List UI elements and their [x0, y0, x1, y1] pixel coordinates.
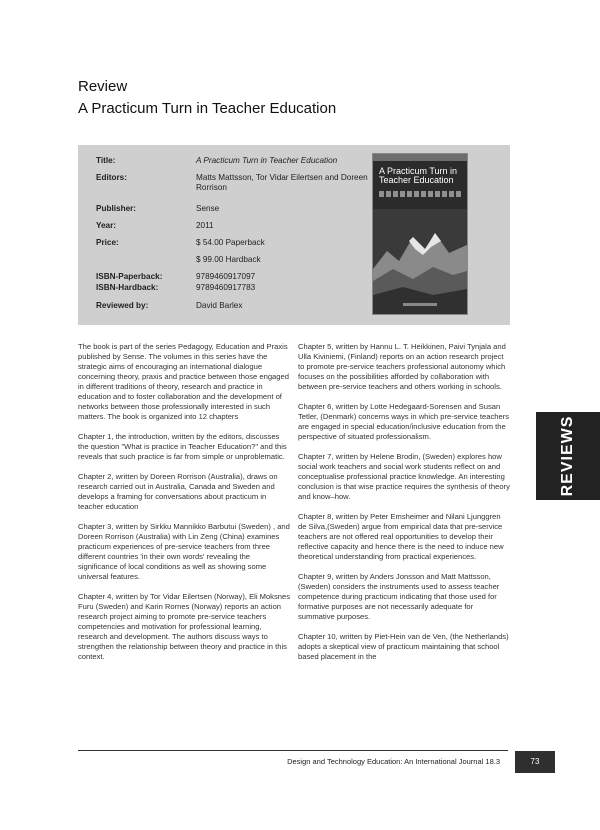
publisher-value: Sense — [196, 204, 220, 213]
paragraph: Chapter 10, written by Piet-Hein van de Ven, (the Netherlands) adopts a skeptical view of practicum maintaining that school based placement in the — [298, 632, 509, 661]
year-label: Year: — [96, 221, 117, 230]
price-label: Price: — [96, 238, 119, 247]
editors-value: Matts Mattsson, Tor Vidar Eilertsen and Doreen Rorrison — [196, 173, 368, 192]
page-title: A Practicum Turn in Teacher Education — [78, 100, 337, 117]
cover-subtitle-lines — [379, 191, 463, 197]
isbn-hardback-value: 9789460917783 — [196, 283, 256, 292]
year-value: 2011 — [196, 221, 214, 230]
isbn-paperback-label: ISBN-Paperback: — [96, 272, 163, 281]
title-label: Title: — [96, 156, 116, 165]
paragraph: Chapter 4, written by Tor Vidar Eilertsen (Norway), Eli Moksnes Furu (Sweden) and Karin Rornes (Norway) reports an action research project aiming to promote pre-service teachers competencies and motivation for professional learning, research and development. The authors discuss ways to strengthen the relationship between theory and practice in this context. — [78, 592, 291, 661]
paragraph: Chapter 7, written by Helene Brodin, (Sweden) explores how social work teachers and social work students reflect on and conceptualise professional practice knowledge. An interesting conclusion is that wise practice requires the synthesis of theory and know–how. — [298, 452, 510, 501]
mountain-landscape-image — [373, 209, 467, 314]
paragraph: Chapter 1, the introduction, written by the editors, discusses the question "What is practice in Teacher Education?" and this reveals that such practice is far from simple or unproblematic. — [78, 432, 287, 461]
body-column-left — [78, 342, 290, 672]
title-value: A Practicum Turn in Teacher Education — [196, 156, 338, 165]
section-kicker: Review — [78, 78, 128, 95]
paragraph: Chapter 8, written by Peter Emsheimer and Nilani Ljunggren de Silva,(Sweden) argue from empirical data that pre-service teachers are not offered real opportunities to develop their reflective capacity and hence there is the need to induce new theoretical understanding from practical experiences. — [298, 512, 504, 561]
footer-rule — [78, 750, 508, 751]
cover-title: A Practicum Turn in Teacher Education — [379, 166, 458, 185]
book-cover-image — [372, 153, 468, 315]
paragraph: The book is part of the series Pedagogy, Education and Praxis published by Sense. The volumes in this series have the strategic aims of encouraging an international dialogue concerning theory, praxis and practice between those engaged in different traditions of theory, research and practice in education and to foster collaboration and the development of networks between those professionally interested in such matters. The book is organized into 12 chapters — [78, 342, 289, 421]
editors-label: Editors: — [96, 173, 127, 182]
reviewed-label: Reviewed by: — [96, 301, 149, 310]
price-hardback: $ 99.00 Hardback — [196, 255, 261, 264]
price-paperback: $ 54.00 Paperback — [196, 238, 265, 247]
section-tab-label: REVIEWS — [559, 415, 576, 497]
page-number: 73 — [515, 751, 555, 773]
cover-band — [373, 154, 467, 161]
isbn-hardback-label: ISBN-Hardback: — [96, 283, 159, 292]
paragraph: Chapter 6, written by Lotte Hedegaard-Sorensen and Susan Tetler, (Denmark) concerns ways in which pre-service teachers are engaged in special education/inclusive education from the perspective of situated professionalism. — [298, 402, 510, 441]
isbn-paperback-value: 9789460917097 — [196, 272, 256, 281]
paragraph: Chapter 5, written by Hannu L. T. Heikkinen, Paivi Tynjala and Ulla Kiviniemi, (Finland) reports on an action research project to promote pre-service teachers professional autonomy which focuses on the possibilities afforded by collaboration with between pre-service teachers and others working in schools. — [298, 342, 506, 391]
paragraph: Chapter 3, written by Sirkku Mannikko Barbutui (Sweden) , and Doreen Rorrison (Australia) with Lin Zeng (China) examines practicum experiences of pre-service teachers from three different countries 'in their own words' revealing the significance of local conditions as well as showing some universal features. — [78, 522, 290, 581]
reviewed-value: David Barlex — [196, 301, 243, 310]
publisher-label: Publisher: — [96, 204, 137, 213]
paragraph: Chapter 2, written by Doreen Rorrison (Australia), draws on research carried out in Australia, Canada and Sweden and develops a framing for conversations about practicum in teacher education — [78, 472, 278, 511]
body-column-right — [298, 342, 510, 672]
section-tab — [536, 412, 600, 500]
paragraph: Chapter 9, written by Anders Jonsson and Matt Mattsson, (Sweden) considers the instruments used to assess teacher competence during practicum indicating that those used for formative purposes are not necessarily adequate for summative purposes. — [298, 572, 500, 621]
footer-journal: Design and Technology Education: An International Journal 18.3 — [287, 757, 500, 766]
